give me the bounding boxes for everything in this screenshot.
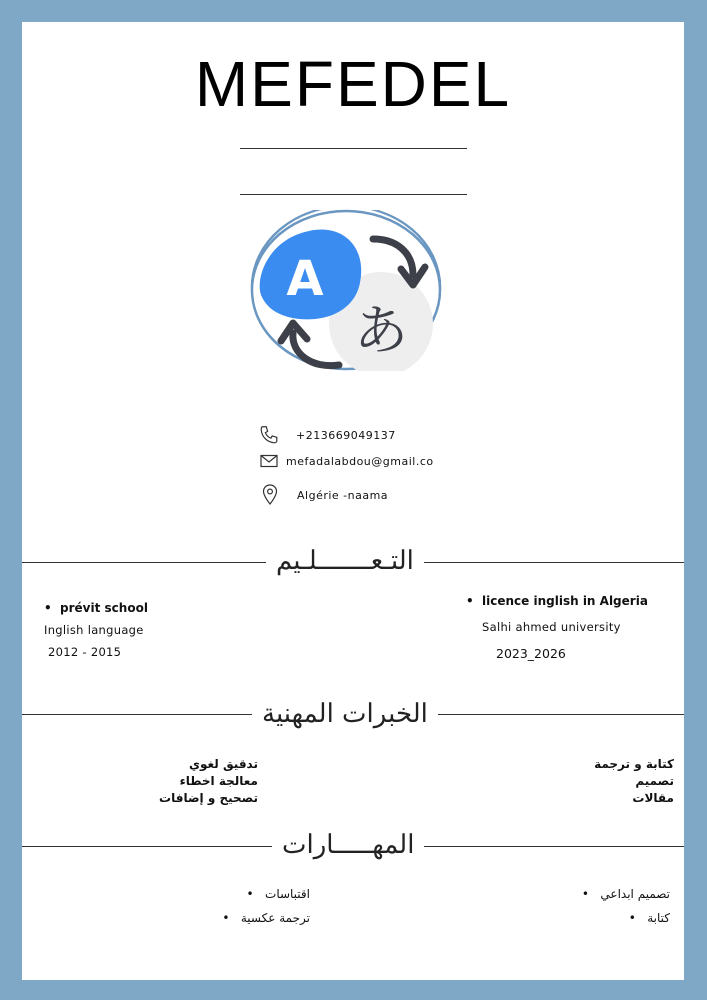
- education-entry-1: [466, 594, 648, 661]
- education-entry-2: [44, 601, 148, 659]
- experience-list-right: [552, 756, 674, 807]
- experience-item: تصميم: [635, 774, 674, 788]
- education-school-1: Salhi ahmed university: [482, 620, 621, 634]
- email-value: mefadalabdou@gmail.co: [286, 454, 434, 468]
- phone-icon: [258, 424, 280, 446]
- skill-item: تصميم ابداعي •: [542, 882, 670, 906]
- skills-list-right: [542, 882, 670, 930]
- experience-item: تدقيق لغوي: [189, 757, 258, 771]
- logo-graphic: [249, 209, 443, 371]
- section-title-experience: الخبرات المهنية: [252, 701, 438, 727]
- japanese-letter: あ: [354, 299, 408, 362]
- experience-item: مقالات: [632, 791, 674, 805]
- section-title-skills: المهـــــارات: [272, 832, 424, 858]
- experience-item: تصحيح و إضافات: [159, 791, 258, 805]
- contact-email: [260, 454, 434, 468]
- skill-item: ترجمة عكسية •: [190, 906, 310, 930]
- contact-location: [262, 484, 388, 506]
- education-school-2: Inglish language: [44, 623, 144, 637]
- location-pin-icon: [262, 484, 278, 506]
- phone-value: +213669049137: [296, 428, 396, 442]
- latin-letter: A: [286, 251, 324, 307]
- experience-item: معالجة اخطاء: [179, 774, 258, 788]
- education-years-1: 2023_2026: [496, 646, 566, 661]
- education-degree-1: • licence inglish in Algeria: [466, 594, 648, 608]
- experience-item: كتابة و ترجمة: [594, 757, 674, 771]
- education-years-2: 2012 - 2015: [48, 645, 122, 659]
- divider-top: [240, 148, 467, 149]
- skill-item: كتابة •: [542, 906, 670, 930]
- divider-bottom: [240, 194, 467, 195]
- skill-item: اقتباسات •: [190, 882, 310, 906]
- education-degree-2: • prévit school: [44, 601, 148, 615]
- mail-icon: [260, 454, 278, 468]
- page-title: MEFEDEL: [194, 48, 512, 120]
- skills-list-left: [190, 882, 310, 930]
- section-title-education: التـعـــــــلـيم: [266, 548, 424, 574]
- experience-list-left: [142, 756, 258, 807]
- contact-phone: [258, 424, 396, 446]
- cv-page: [22, 22, 684, 980]
- location-value: Algérie -naama: [297, 488, 389, 502]
